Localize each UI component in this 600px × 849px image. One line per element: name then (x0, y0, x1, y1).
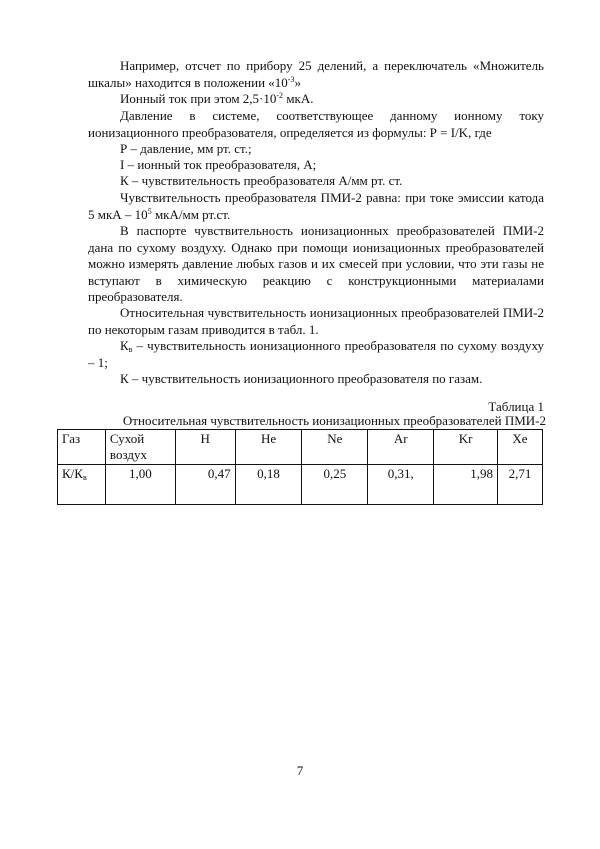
table-caption: Относительная чувствительность ионизационных преобразователей ПМИ-2 (122, 413, 546, 428)
paragraph-pressure-formula: Давление в системе, соответствующее данному ионному току ионизационного преобразователя, определяется из формулы: Р = I/K, где (88, 108, 544, 140)
value-cell: 0,18 (235, 465, 302, 505)
exponent: -3 (287, 74, 295, 84)
value-cell: 1,00 (105, 465, 175, 505)
table-row (58, 465, 543, 505)
table-number: Таблица 1 (488, 399, 544, 414)
value-cell: 2,71 (497, 465, 542, 505)
exponent: -2 (276, 91, 284, 100)
paragraph-pmi2-sensitivity (88, 190, 544, 223)
value-cell: 1,98 (434, 465, 498, 505)
subscript: в (128, 345, 133, 354)
table-header-row (58, 430, 543, 465)
paragraph-example-end: » (294, 74, 301, 90)
header-cell: Сухой воздух (105, 430, 175, 465)
header-cell: Ne (302, 430, 368, 465)
definition-kv (88, 338, 544, 371)
value-cell: 0,47 (175, 465, 235, 505)
row-label-cell (58, 465, 106, 505)
paragraph-passport: В паспорте чувствительность ионизационных преобразователей ПМИ-2 дана по сухому воздуху. Однако при помощи ионизационных преобразователей можно измерять давление любых газов и их смесей при условии, что эти газы не вступают в химическую реакцию с конструкционными материалами преобразователя. (88, 223, 544, 304)
definition-current: I – ионный ток преобразователя, А; (120, 157, 317, 172)
header-cell: Xe (497, 430, 542, 465)
paragraph-example (88, 58, 544, 91)
header-cell: He (235, 430, 302, 465)
paragraph-example-text: Например, отсчет по прибору 25 делений, а переключатель «Множитель шкалы» находится в положении «10 (88, 58, 544, 90)
pmi2-sensitivity-unit: мкА/мм рт.ст. (151, 206, 231, 222)
paragraph-ion-current (88, 91, 544, 108)
paragraph-relative-sensitivity: Относительная чувствительность ионизационных преобразователей ПМИ-2 по некоторым газам приводится в табл. 1. (88, 305, 544, 337)
kv-definition-text: – чувствительность ионизационного преобразователя по сухому воздуху – 1; (88, 338, 544, 370)
header-cell: H (175, 430, 235, 465)
row-label: К/К (62, 466, 83, 481)
header-cell: Ar (368, 430, 434, 465)
sensitivity-table (57, 429, 543, 505)
value-cell: 0,31, (368, 465, 434, 505)
header-cell: Газ (58, 430, 106, 465)
ion-current-unit: мкА. (283, 91, 314, 106)
pmi2-sensitivity-text: Чувствительность преобразователя ПМИ-2 равна: при токе эмиссии катода 5 мкА – 10 (88, 190, 544, 222)
exponent: 5 (147, 206, 152, 216)
value-cell: 0,25 (302, 465, 368, 505)
definition-k-gases: К – чувствительность ионизационного преобразователя по газам. (120, 371, 483, 386)
kv-symbol: К (120, 338, 129, 353)
definition-pressure: Р – давление, мм рт. ст.; (120, 141, 252, 156)
page-number: 7 (296, 763, 304, 778)
ion-current-text: Ионный ток при этом 2,5·10 (120, 91, 277, 106)
definition-sensitivity: К – чувствительность преобразователя А/мм рт. ст. (120, 173, 403, 188)
header-cell: Kr (434, 430, 498, 465)
subscript: в (82, 473, 87, 482)
